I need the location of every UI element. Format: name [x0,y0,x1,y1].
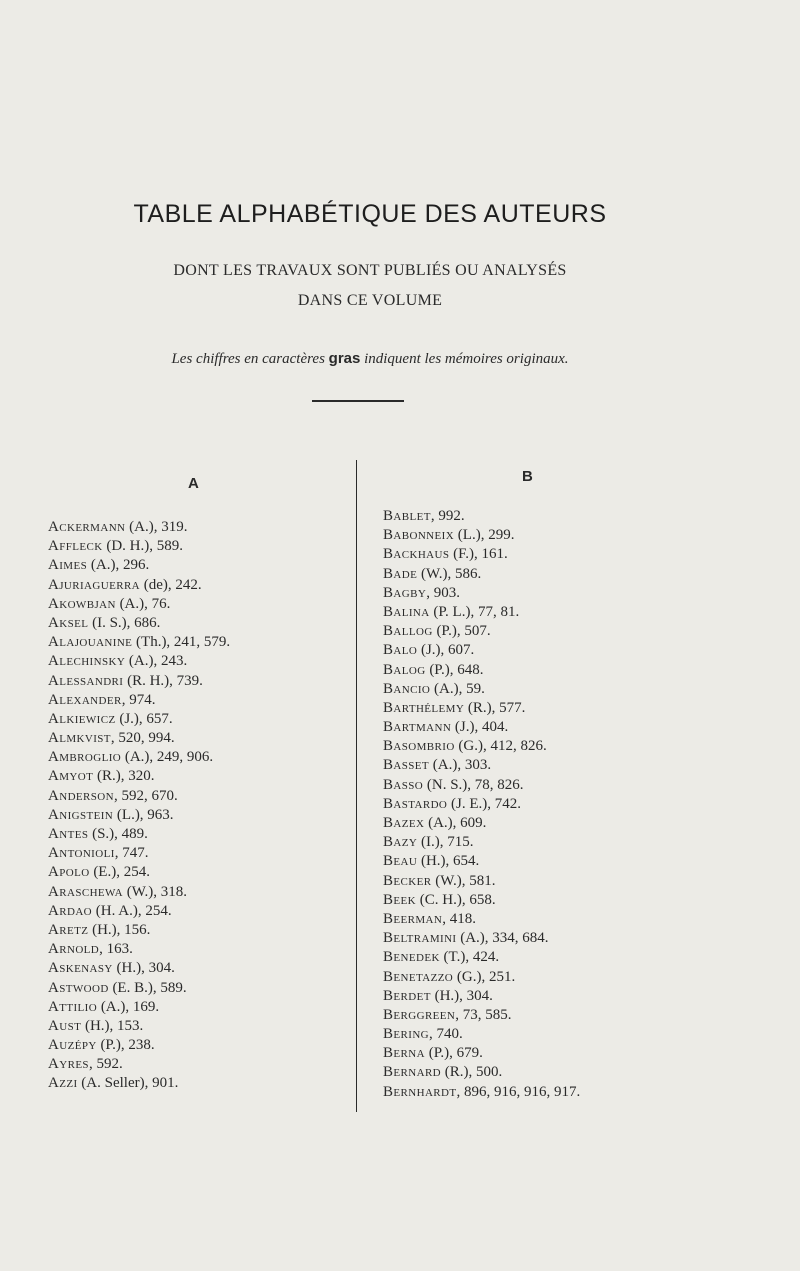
author-pages: (H.), 153. [81,1017,144,1034]
author-entry [48,959,230,978]
author-name: Azzi [48,1075,78,1092]
author-entry [48,537,230,556]
author-pages: (A.), 609. [424,815,487,831]
author-pages: (N. S.), 78, 826. [423,776,524,793]
author-entry [48,1055,230,1074]
author-pages: (A. Seller), 901. [77,1075,179,1092]
author-name: Bancio [383,680,431,697]
author-name: Berggreen [383,1006,456,1023]
author-entry [383,507,580,526]
legend-note [0,350,740,368]
author-pages: (J.), 404. [451,719,509,736]
author-entry [383,680,580,699]
author-entry [48,576,230,595]
author-entry [383,1044,580,1063]
author-name: Aimes [48,557,88,574]
author-pages: , 974. [121,691,156,708]
author-entry [48,998,230,1017]
author-entry [383,641,580,660]
author-name: Askenasy [48,960,113,977]
column-divider [356,460,357,1112]
author-pages: (A.), 169. [97,998,160,1015]
author-pages: (P. L.), 77, 81. [429,603,520,620]
author-pages: (W.), 318. [122,883,187,900]
author-pages: (P.), 238. [96,1037,155,1054]
author-pages: (F.), 161. [449,546,508,563]
author-entry [48,921,230,940]
author-name: Bazy [383,834,418,851]
author-entry [383,814,580,833]
author-name: Bastardo [383,795,448,812]
author-entry [383,699,580,718]
author-pages: (R.), 500. [441,1064,503,1081]
author-name: Araschewa [48,883,123,900]
author-pages: , 740. [429,1026,463,1043]
author-entry [48,767,230,786]
author-pages: (de), 242. [140,576,202,593]
author-name: Amyot [48,768,94,785]
author-pages: (A.), 243. [125,653,188,670]
author-pages: (A.), 303. [429,757,492,774]
author-entry [383,661,580,680]
author-entry [383,852,580,871]
author-pages: (R.), 320. [93,768,155,785]
author-name: Alexander [48,691,122,708]
author-name: Aretz [48,921,89,938]
author-name: Antonioli [48,845,115,862]
author-pages: (L.), 963. [113,806,174,823]
author-pages: (A.), 296. [87,557,150,574]
author-name: Alechinsky [48,653,126,670]
author-entry [383,891,580,910]
author-name: Balo [383,642,418,659]
author-name: Attilio [48,998,98,1015]
author-entry [48,518,230,537]
author-name: Beltramini [383,930,457,947]
author-pages: (S.), 489. [88,826,148,842]
author-pages: (A.), 319. [125,519,188,535]
author-name: Bernard [383,1064,442,1081]
author-name: Berdet [383,987,431,1004]
author-entry [48,787,230,806]
author-list-b [383,507,580,1102]
author-name: Bartmann [383,719,452,736]
author-pages: (R.), 577. [464,699,526,716]
author-entry [48,652,230,671]
author-name: Bering [383,1026,430,1043]
author-entry [383,1083,580,1102]
author-pages: (I. S.), 686. [88,614,161,631]
author-entry [48,1017,230,1036]
author-name: Benedek [383,949,440,966]
author-pages: (P.), 507. [432,623,491,640]
author-entry [48,825,230,844]
author-entry [48,806,230,825]
author-name: Basset [383,757,430,774]
author-name: Bagby [383,584,427,601]
author-pages: (A.), 334, 684. [456,930,549,947]
author-pages: , 903. [426,584,460,601]
author-name: Ackermann [48,519,126,535]
author-pages: (I.), 715. [417,834,474,851]
author-pages: (H.), 304. [430,987,493,1004]
author-pages: (H.), 654. [417,853,480,870]
author-pages: , 163. [99,941,133,958]
note-text-start: Les chiffres en caractères [171,351,329,367]
author-entry [48,844,230,863]
author-pages: , 592. [88,1056,123,1073]
note-bold-word: gras [328,350,361,367]
author-entry [383,565,580,584]
author-entry [383,987,580,1006]
author-name: Alkiewicz [48,710,116,727]
author-entry [48,556,230,575]
section-letter-b: B [522,468,533,485]
author-entry [383,872,580,891]
author-pages: , 992. [430,508,465,524]
author-name: Basso [383,776,424,793]
author-entry [48,729,230,748]
author-pages: (R. H.), 739. [123,672,203,689]
author-name: Ayres [48,1056,89,1073]
author-name: Benetazzo [383,968,454,985]
author-pages: (C. H.), 658. [416,891,496,908]
author-entry [383,526,580,545]
author-entry [48,883,230,902]
author-name: Ambroglio [48,749,122,766]
author-entry [48,902,230,921]
author-pages: (L.), 299. [454,527,515,544]
author-name: Beau [383,853,418,870]
author-pages: (H. A.), 254. [92,902,172,919]
author-entry [383,737,580,756]
author-entry [383,1006,580,1025]
author-name: Affleck [48,538,103,555]
author-entry [48,979,230,998]
author-entry [383,1025,580,1044]
author-name: Basombrio [383,738,455,755]
author-entry [48,614,230,633]
author-entry [48,940,230,959]
author-pages: (G.), 412, 826. [454,738,547,755]
author-name: Alessandri [48,672,124,689]
author-entry [383,584,580,603]
author-pages: , 418. [442,910,476,927]
section-letter-a: A [188,475,199,492]
author-entry [383,756,580,775]
author-name: Ajuriaguerra [48,576,141,593]
author-name: Ballog [383,623,433,640]
subtitle-line-1: DONT LES TRAVAUX SONT PUBLIÉS OU ANALYSÉS [173,262,567,279]
author-name: Alajouanine [48,634,133,651]
author-pages: (A.), 76. [115,595,171,612]
author-entry [383,833,580,852]
author-name: Beerman [383,910,443,927]
author-pages: (D. H.), 589. [102,538,183,555]
author-name: Antes [48,826,89,842]
author-name: Aust [48,1017,82,1034]
author-entry [48,748,230,767]
author-name: Berna [383,1045,425,1062]
author-pages: (A.), 59. [430,680,485,697]
author-entry [48,710,230,729]
author-pages: (Th.), 241, 579. [132,634,231,651]
author-name: Balog [383,661,426,678]
author-name: Almkvist [48,730,111,747]
author-pages: (H.), 304. [112,960,175,977]
author-name: Bablet [383,508,431,524]
author-pages: (E. B.), 589. [108,979,187,996]
author-entry [48,595,230,614]
author-name: Backhaus [383,546,450,563]
author-name: Anigstein [48,806,114,823]
author-entry [48,1074,230,1093]
note-text-end: indiquent les mémoires originaux. [360,351,569,367]
author-pages: , 747. [114,845,149,862]
author-entry [383,776,580,795]
author-name: Auzépy [48,1037,97,1054]
author-pages: (W.), 586. [417,565,482,582]
author-entry [383,929,580,948]
author-pages: , 520, 994. [110,730,175,747]
author-entry [383,795,580,814]
author-name: Ardao [48,902,93,919]
author-name: Bade [383,565,418,582]
author-entry [383,545,580,564]
author-entry [383,718,580,737]
author-entry [48,691,230,710]
author-name: Arnold [48,941,100,958]
author-pages: (H.), 156. [88,921,151,938]
author-entry [383,910,580,929]
author-pages: (E.), 254. [89,864,150,881]
author-pages: (A.), 249, 906. [121,749,214,766]
author-name: Bernhardt [383,1083,457,1100]
author-entry [48,672,230,691]
author-entry [383,622,580,641]
author-name: Anderson [48,787,114,804]
author-pages: (J. E.), 742. [447,795,522,812]
author-name: Bazex [383,815,425,831]
author-pages: (T.), 424. [439,949,500,966]
author-pages: (P.), 679. [424,1045,483,1062]
author-name: Beek [383,891,416,908]
author-name: Barthélemy [383,699,465,716]
author-pages: (G.), 251. [453,968,516,985]
author-entry [383,948,580,967]
author-name: Balina [383,603,430,620]
author-entry [383,968,580,987]
author-entry [383,1063,580,1082]
separator-rule [312,400,404,402]
author-pages: , 592, 670. [113,787,178,804]
author-name: Apolo [48,864,90,881]
author-name: Becker [383,872,432,889]
author-pages: (J.), 607. [417,642,475,659]
author-pages: , 73, 585. [455,1006,512,1023]
author-entry [48,633,230,652]
author-name: Babonneix [383,527,455,544]
subtitle-line-2: DANS CE VOLUME [297,292,443,309]
page-title: TABLE ALPHABÉTIQUE DES AUTEURS [133,200,607,228]
author-name: Astwood [48,979,109,996]
author-entry [48,863,230,882]
author-entry [383,603,580,622]
author-pages: (W.), 581. [431,872,496,889]
author-entry [48,1036,230,1055]
author-list-a [48,518,230,1094]
author-pages: , 896, 916, 916, 917. [456,1083,581,1100]
author-name: Aksel [48,614,89,631]
author-name: Akowbjan [48,595,116,612]
author-pages: (J.), 657. [115,710,173,727]
author-pages: (P.), 648. [425,661,484,678]
